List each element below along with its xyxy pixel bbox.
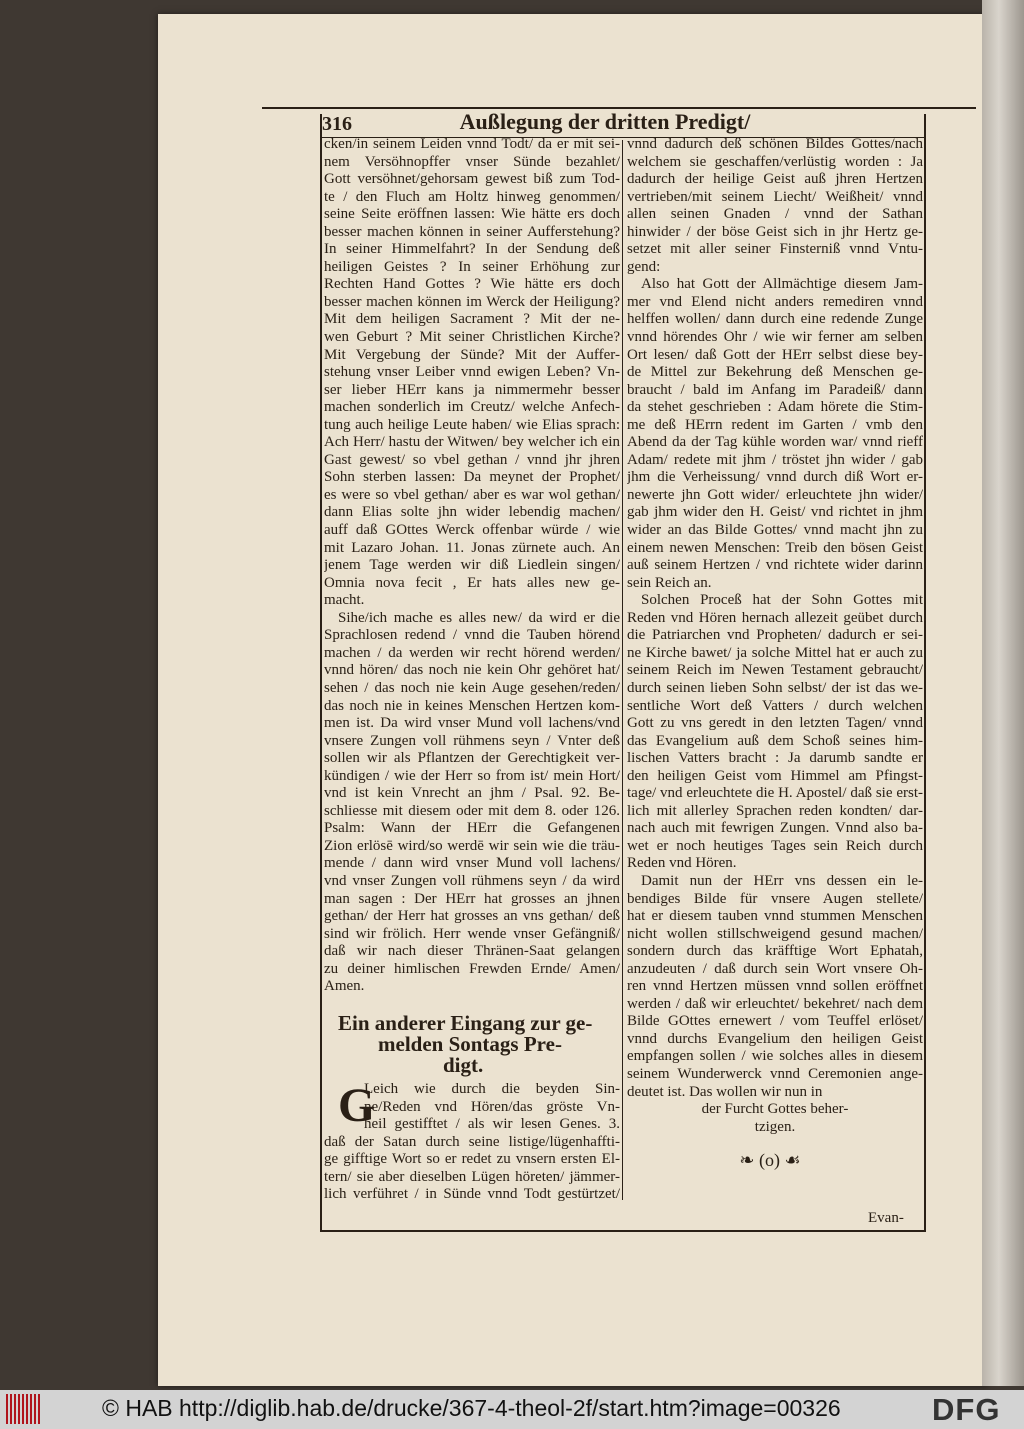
text-line: vnd vnser Zungen voll rühmens seyn / da wird (324, 872, 620, 889)
text-line: Reden vnd Hören hernach allezeit geübet durch (627, 609, 923, 626)
text-line: machen / da werden wir recht hörend werden/ (324, 644, 620, 661)
text-line: vnsere Zungen voll rühmens seyn / Vnter deß (324, 732, 620, 749)
text-line: Sihe/ich mache es alles new/ da wird er die (338, 609, 620, 626)
text-line: vnnd hören/ das noch nie kein Ohr gehöret hat/ (324, 662, 620, 679)
text-line: sollen wir als Pflantzen der Gerechtigkeit ver- (324, 750, 620, 767)
text-line: Sohn sterben lassen: Da meynet der Prophet/ (324, 469, 620, 486)
text-line: men ist. Da wird vnser Mund voll lachens/vnd (324, 715, 620, 732)
text-line: der Furcht Gottes beher- (701, 1101, 849, 1118)
text-line: sehen / das noch nie kein Auge gesehen/reden/ (324, 679, 620, 696)
text-line: gend: (627, 258, 661, 275)
text-line: man sagen : Der HErr hat grosses an jhnen (324, 890, 620, 907)
text-line: Zion erlösē wird/so werdē wir sein wie die träu- (324, 837, 620, 854)
frame-left (320, 114, 322, 1232)
text-line: newerte jhn Gott wider/ erleuchtete jhn wider/ (627, 486, 923, 503)
text-line: ser lieber HErr kans ja nimmermehr besser (324, 381, 620, 398)
frame-bottom (320, 1230, 926, 1232)
footer-bar (0, 1390, 1024, 1429)
text-line: helffen wollen/ dann durch eine redende Zunge (627, 311, 923, 328)
text-line: auff daß GOttes Werck offenbar würde / wie (324, 522, 620, 539)
text-line: Amen. (324, 978, 365, 995)
text-line: den heiligen Geist vom Himmel am Pfingst- (627, 767, 923, 784)
text-line: mende / dann wird vnser Mund voll lachens/ (324, 855, 620, 872)
right-column (627, 136, 923, 1136)
heading-line: Ein anderer Eingang zur ge- (338, 1011, 593, 1035)
text-line: jenem Tage werden wir diß Liedlein singen/ (324, 557, 620, 574)
text-line: auß seinem Hertzen / vnd richtete wider darinn (627, 557, 923, 574)
text-line: zu deiner himlischen Frewden Ernde/ Amen/ (324, 960, 620, 977)
text-line: Solchen Proceß hat der Sohn Gottes mit (641, 592, 923, 609)
text-line: stehung vnser Leiber vnnd ewigen Leben? Vn- (324, 364, 620, 381)
page-number: 316 (322, 113, 352, 135)
text-line: Reden vnd Hören. (627, 855, 737, 872)
text-line: wider an das Bilde Gottes/ vnnd macht jhn zu (627, 522, 923, 539)
hab-logo-icon (6, 1394, 44, 1424)
text-line: te / den Fluch am Holtz hinweg genommen/ (324, 188, 620, 205)
text-line: wet er noch heutiges Tages sein Reich durch (627, 837, 923, 854)
text-line: tung auch heilige Leute haben/ wie Elias sprach: (324, 416, 620, 433)
text-line: Abend da der Tag kühle worden war/ vnnd rieff (627, 434, 923, 451)
text-line: das Evangelium auß dem Schoß seines him- (627, 732, 923, 749)
text-line: daß der Satan durch seine listige/lügenhaffti- (324, 1133, 620, 1150)
text-line: vnnd hörendes Ohr / wie wir ferner am selben (627, 329, 923, 346)
text-line: lischen Vatters bracht : Ja darumb sandte er (627, 750, 923, 767)
text-line: de Mittel zur Bekehrung deß Menschen ge- (627, 364, 923, 381)
text-line: heil gestifftet / als wir lesen Genes. 3. (364, 1116, 620, 1133)
text-line: Damit nun der HErr vns dessen ein le- (641, 872, 923, 889)
catchword: Evan- (868, 1210, 904, 1226)
text-line: besser machen können im Werck der Heiligung? (324, 293, 620, 310)
text-line: mer vnd Elend nicht anders remediren vnnd (627, 293, 923, 310)
ornament-icon: ❧ (o) ☙ (739, 1150, 801, 1170)
text-line: sein Reich an. (627, 574, 712, 591)
text-line: dann Elias solte jhn wider lebendig machen/ (324, 504, 620, 521)
text-line: In seiner Himmelfahrt? In der Sendung deß (324, 241, 620, 258)
running-title: Außlegung der dritten Predigt/ (459, 109, 751, 134)
text-line: werden / daß wir erleuchtet/ bekehret/ nach dem (627, 995, 923, 1012)
text-line: Adam/ redete mit jhm / tröstet jhn wider / gab (627, 451, 923, 468)
text-line: Mit dem heiligen Sacrament ? Mit der ne- (324, 311, 620, 328)
text-line: vertrieben/mit seinem Liecht/ Weißheit/ vnnd (627, 188, 923, 205)
text-line: nicht wollen stillschweigend gesund machen/ (627, 925, 923, 942)
text-line: seinem Reich im Newen Testament gebraucht/ (627, 662, 923, 679)
section-text (324, 1081, 620, 1204)
text-line: sind wir frölich. Herr wende vnser Gefängniß/ (324, 925, 620, 942)
text-line: lich verführet / in Sünde vnnd Todt gestürtzet/ (324, 1186, 620, 1203)
text-line: die Patriarchen vnd Propheten/ dadurch er sei- (627, 627, 923, 644)
text-line: wen Geburt ? Mit seiner Christlichen Kirche? (324, 329, 620, 346)
section-heading (338, 1013, 620, 1076)
text-line: dadurch der heilige Geist auß jhren Hertzen (627, 171, 923, 188)
text-line: einem newen Menschen: Treib den bösen Geist (627, 539, 923, 556)
text-line: Sprachlosen redend / vnnd die Tauben hörend (324, 627, 620, 644)
text-line: ne Kirche bawet/ ja solche Mittel hat er auch zu (627, 644, 923, 661)
text-line: nach auch mit fewrigen Zungen. Vnnd also ba- (627, 820, 923, 837)
text-line: Gott versöhnet/gehorsam gewest biß zum Tod- (324, 171, 620, 188)
text-line: tage/ vnd erleuchtete die H. Apostel/ daß sie erst- (627, 785, 923, 802)
text-line: Leich wie durch die beyden Sin- (364, 1081, 620, 1097)
text-line: da stehet geschrieben : Adam hörete die Stim- (627, 399, 923, 416)
frame-right (924, 114, 926, 1232)
heading-line: digt. (443, 1053, 484, 1077)
text-line: gab jhm wider den H. Geist/ vnd richtet in jhm (627, 504, 923, 521)
text-line: Gott zu vns geredt in den letzten Tagen/ vnnd (627, 715, 923, 732)
text-line: empfangen sollen / wie solches alles in diesem (627, 1048, 923, 1065)
text-line: Psalm: Wann der HErr die Gefangenen (324, 820, 620, 837)
text-line: deutet ist. Das wollen wir nun in (627, 1083, 823, 1100)
text-line: Ort lesen/ daß Gott der HErr selbst diese bey- (627, 346, 923, 363)
text-line: mit Lazaro Johan. 11. Jonas zürnete auch. An (324, 539, 620, 556)
text-line: anzudeuten / daß durch sein Wort vnsere Oh- (627, 960, 923, 977)
text-line: braucht / bald im Anfang im Paradeiß/ dann (627, 381, 923, 398)
text-line: me deß HErrn redent im Garten / vmb den (627, 416, 923, 433)
text-line: vnnd durchs Evangelium den heiligen Geist (627, 1030, 923, 1047)
text-line: Rechten Hand Gottes ? Wie hätte ers doch (324, 276, 620, 293)
text-line: sondern durch das kräfftige Wort Ephatah, (627, 943, 923, 960)
text-line: Gast gewest/ so vbel gethan / vnnd jhr jhren (324, 451, 620, 468)
text-line: daß wir nach dieser Thränen-Saat gelangen (324, 943, 620, 960)
text-line: nem Versöhnopffer vnser Sünde bezahlet/ (324, 153, 620, 170)
next-page-edge (982, 0, 1024, 1386)
text-line: das noch nie in keines Menschen Hertzen kom- (324, 697, 620, 714)
text-line: jhm die Verheissung/ vnnd durch diß Wort er- (627, 469, 923, 486)
text-line: seinem Wunderwerck vnnd Ceremonien ange- (627, 1065, 923, 1082)
text-line: hat er diesem tauben vnnd stummen Menschen (627, 908, 923, 925)
text-line: lich mit allerley Sprachen reden kondten/ dar- (627, 802, 923, 819)
text-line: allen seinen Gnaden / vnnd der Sathan (627, 206, 923, 223)
text-line: ne/Reden vnd Hören/das gröste Vn- (364, 1098, 620, 1115)
text-line: bendiges Bilde für vnsere Augen stellete/ (627, 890, 923, 907)
text-line: besser machen können in seiner Aufferstehung? (324, 223, 620, 240)
text-line: durch seinen lieben Sohn selbst/ der ist das we- (627, 679, 923, 696)
heading-line: melden Sontags Pre- (378, 1032, 562, 1056)
text-line: kündigen / wie der Herr so from ist/ mein Hort/ (324, 767, 620, 784)
text-line: hinwider / der böse Geist sich in jhr Hertz ge- (627, 223, 923, 240)
text-line: heiligen Geistes ? In seiner Erhöhung zur (324, 258, 620, 275)
text-line: sentliche Wort deß Vatters / durch welchen (627, 697, 923, 714)
drop-cap: G (338, 1079, 376, 1132)
text-line: tern/ sie aber dieselben Lügen höreten/ jämmer- (324, 1168, 620, 1185)
copyright-link[interactable]: © HAB http://diglib.hab.de/drucke/367-4-theol-2f/start.htm?image=00326 (102, 1395, 841, 1421)
text-line: gethan/ der Herr hat grosses an vns gethan/ deß (324, 908, 620, 925)
left-column (324, 136, 620, 996)
text-line: vnnd dadurch deß schönen Bildes Gottes/nach (627, 136, 923, 152)
text-line: tzigen. (754, 1118, 796, 1135)
text-line: seine Seite eröffnen lassen: Wie hätte ers doch (324, 206, 620, 223)
text-line: macht. (324, 592, 365, 609)
text-line: ren vnnd Hertzen müssen vnnd sollen eröffnet (627, 978, 923, 995)
column-divider (622, 140, 623, 1200)
text-line: machen sonderlich im Creutz/ welche Anfech- (324, 399, 620, 416)
text-line: Mit Vergebung der Sünde? Mit der Auffer- (324, 346, 620, 363)
text-line: welchem sie geschaffen/verlüstig worden : Ja (627, 153, 923, 170)
text-line: Also hat Gott der Allmächtige diesem Jam- (641, 276, 923, 293)
text-line: es were so vbel gethan/ aber es war wol gethan/ (324, 486, 620, 503)
text-line: vnd ist kein Vnrecht an jhm / Psal. 92. Be- (324, 785, 620, 802)
text-line: schliesse mit diesem oder mit dem 8. oder 126. (324, 802, 620, 819)
dfg-logo: DFG (932, 1392, 1001, 1427)
text-line: setzet mit aller seiner Finsterniß vnnd Vntu- (627, 241, 923, 258)
text-line: Omnia nova fecit , Er hats alles new ge- (324, 574, 620, 591)
text-line: Bilde GOttes ernewert / vom Teuffel erlöset/ (627, 1013, 923, 1030)
text-line: ge gifftige Wort so er redet zu vnsern ersten El- (324, 1151, 620, 1168)
text-line: Ach Herr/ hastu der Witwen/ bey welcher ich ein (324, 434, 620, 451)
text-line: cken/in seinem Leiden vnnd Todt/ da er mit sei- (324, 136, 620, 152)
